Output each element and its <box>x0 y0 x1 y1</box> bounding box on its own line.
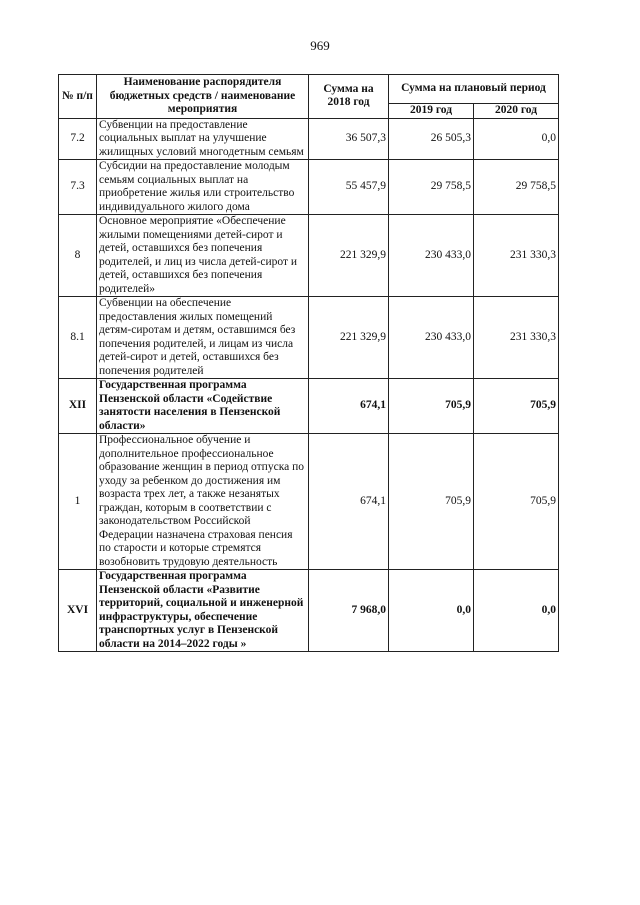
table-header <box>59 75 559 119</box>
row-sum-2020-cell: 705,9 <box>474 434 559 570</box>
table-row <box>59 160 559 215</box>
table-body <box>59 118 559 652</box>
row-sum-2018-cell: 221 329,9 <box>309 215 389 297</box>
row-name-cell: Субвенции на предоставление социальных выплат на улучшение жилищных условий многодетным семьям <box>97 118 309 160</box>
table-row <box>59 297 559 379</box>
row-sum-2018-cell: 36 507,3 <box>309 118 389 160</box>
row-name-cell: Субвенции на обеспечение предоставления жилых помещений детям-сиротам и детям, оставшимся без попечения родителей, и лицам из числа детей-сирот и детей, оставшихся без попечения родителей <box>97 297 309 379</box>
row-name-cell: Государственная программа Пензенской области «Содействие занятости населения в Пензенской области» <box>97 379 309 434</box>
row-sum-2018-cell: 221 329,9 <box>309 297 389 379</box>
row-name-cell: Основное мероприятие «Обеспечение жилыми помещениями детей-сирот и детей, оставшихся без попечения родителей, и лиц из числа детей-сирот и детей, оставшихся без попечения родителей» <box>97 215 309 297</box>
row-sum-2018-cell: 674,1 <box>309 379 389 434</box>
header-sum-2018: Сумма на 2018 год <box>309 75 389 119</box>
row-sum-2018-cell: 55 457,9 <box>309 160 389 215</box>
row-sum-2019-cell: 705,9 <box>389 434 474 570</box>
row-sum-2018-cell: 674,1 <box>309 434 389 570</box>
table-row <box>59 118 559 160</box>
row-sum-2020-cell: 29 758,5 <box>474 160 559 215</box>
table-row <box>59 379 559 434</box>
row-sum-2020-cell: 231 330,3 <box>474 297 559 379</box>
row-sum-2019-cell: 230 433,0 <box>389 215 474 297</box>
row-sum-2020-cell: 705,9 <box>474 379 559 434</box>
row-number-cell: 7.2 <box>59 118 97 160</box>
row-sum-2020-cell: 0,0 <box>474 570 559 652</box>
row-number-cell: 1 <box>59 434 97 570</box>
header-num: № п/п <box>59 75 97 119</box>
row-number-cell: XVI <box>59 570 97 652</box>
row-number-cell: XII <box>59 379 97 434</box>
table-row <box>59 215 559 297</box>
header-sum-plan: Сумма на плановый период <box>389 75 559 104</box>
row-sum-2020-cell: 231 330,3 <box>474 215 559 297</box>
row-sum-2019-cell: 705,9 <box>389 379 474 434</box>
row-sum-2019-cell: 26 505,3 <box>389 118 474 160</box>
row-number-cell: 7.3 <box>59 160 97 215</box>
row-number-cell: 8 <box>59 215 97 297</box>
row-sum-2019-cell: 29 758,5 <box>389 160 474 215</box>
page-number: 969 <box>310 38 330 53</box>
row-name-cell: Субсидии на предоставление молодым семьям социальных выплат на приобретение жилья или строительство индивидуального жилого дома <box>97 160 309 215</box>
row-name-cell: Профессиональное обучение и дополнительное профессиональное образование женщин в период отпуска по уходу за ребенком до достижения им возраста трех лет, а также незанятых граждан, которым в соответствии с законодательством Российской Федерации назначена страховая пенсия по старости и которые стремятся возобновить трудовую деятельность <box>97 434 309 570</box>
table-row <box>59 434 559 570</box>
row-sum-2019-cell: 230 433,0 <box>389 297 474 379</box>
row-sum-2020-cell: 0,0 <box>474 118 559 160</box>
budget-table <box>58 74 559 652</box>
row-sum-2018-cell: 7 968,0 <box>309 570 389 652</box>
row-name-cell: Государственная программа Пензенской области «Развитие территорий, социальной и инженерной инфраструктуры, обеспечение транспортных услуг в Пензенской области на 2014–2022 годы » <box>97 570 309 652</box>
header-2019: 2019 год <box>389 104 474 119</box>
header-name: Наименование распорядителя бюджетных средств / наименование мероприятия <box>97 75 309 119</box>
table-row <box>59 570 559 652</box>
row-number-cell: 8.1 <box>59 297 97 379</box>
row-sum-2019-cell: 0,0 <box>389 570 474 652</box>
header-2020: 2020 год <box>474 104 559 119</box>
